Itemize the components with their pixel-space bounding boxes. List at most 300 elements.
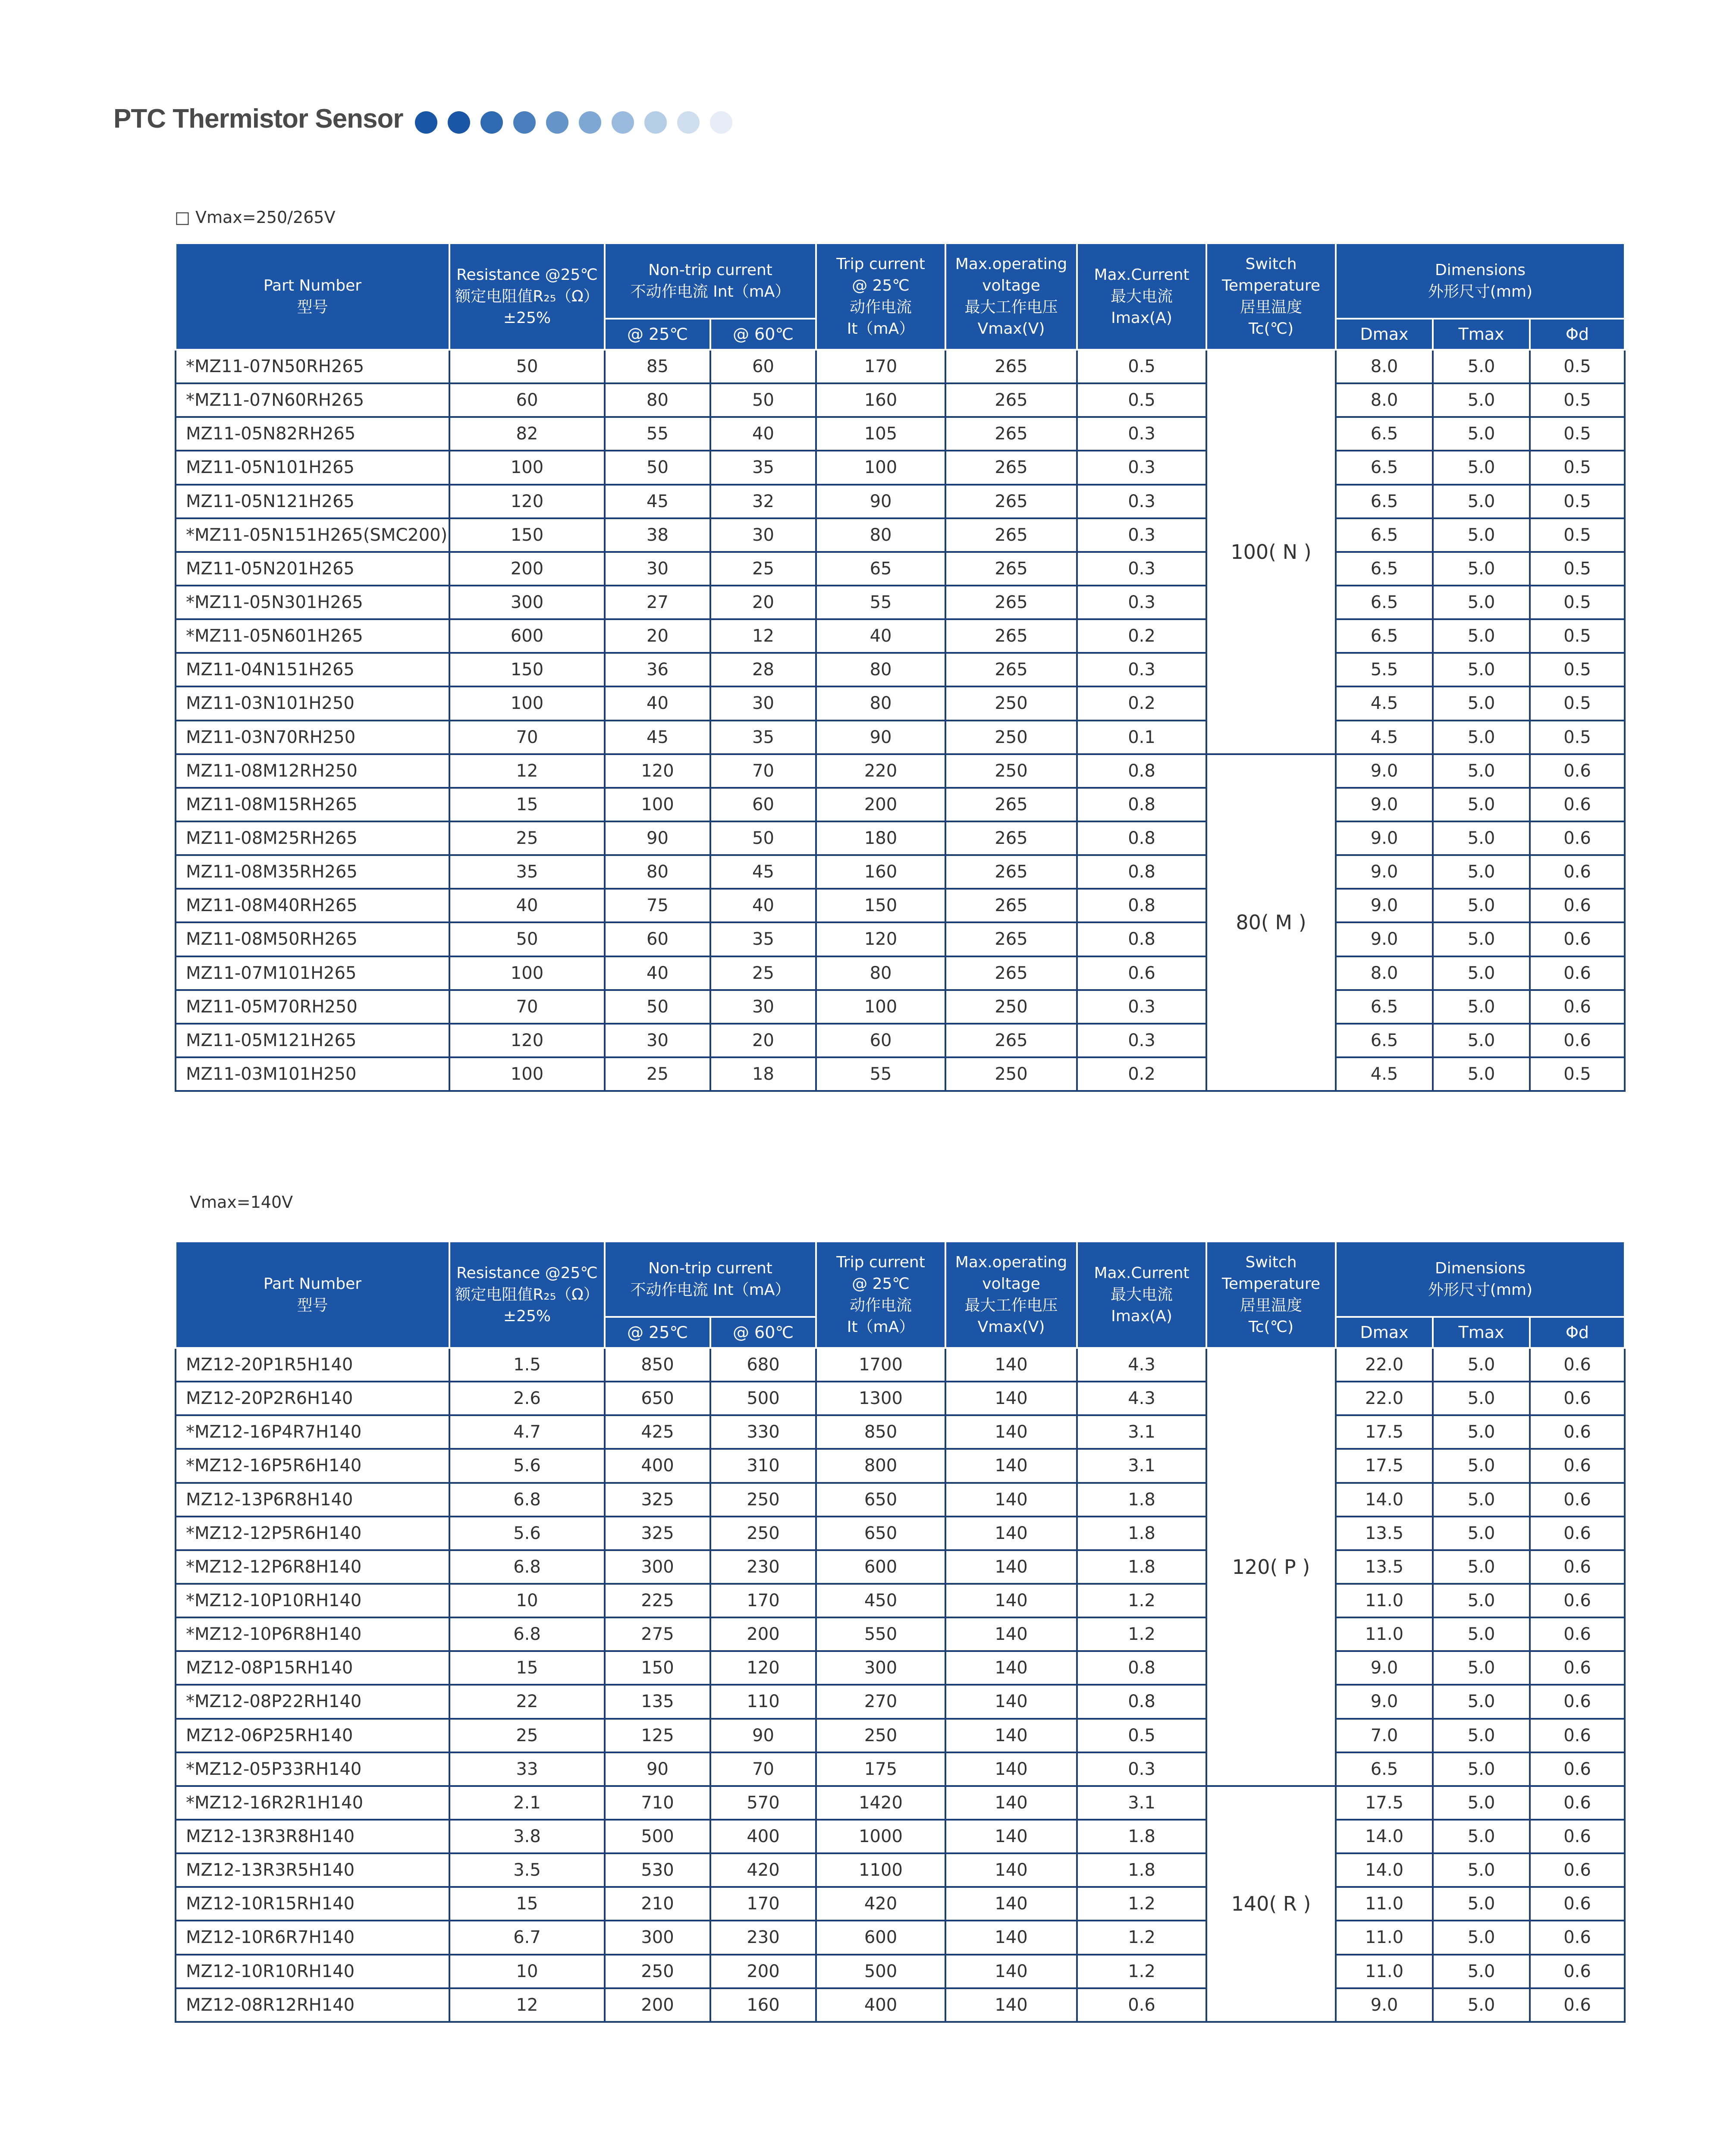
non-trip-25c-cell: 80 — [605, 855, 710, 889]
header-line: 居里温度 — [1240, 1296, 1303, 1314]
resistance-cell: 2.1 — [449, 1786, 605, 1820]
non-trip-25c-cell: 90 — [605, 1752, 710, 1786]
part-number-cell: *MZ12-05P33RH140 — [176, 1752, 449, 1786]
header-line: @ 60℃ — [732, 325, 794, 344]
phid-cell: 0.5 — [1530, 383, 1625, 417]
max-current-cell: 1.8 — [1077, 1517, 1206, 1550]
non-trip-25c-cell: 36 — [605, 653, 710, 686]
max-voltage-cell: 265 — [945, 552, 1077, 586]
header-phid — [1530, 319, 1625, 350]
part-number-cell: *MZ12-10P10RH140 — [176, 1584, 449, 1617]
resistance-cell: 100 — [449, 1057, 605, 1091]
header-line: Part Number — [263, 276, 362, 295]
trip-current-cell: 200 — [816, 788, 945, 821]
header-line: Max.operating — [955, 255, 1067, 273]
phid-cell: 0.6 — [1530, 788, 1625, 821]
part-number-cell: *MZ11-07N50RH265 — [176, 350, 449, 383]
non-trip-60c-cell: 32 — [710, 485, 816, 518]
trip-current-cell: 650 — [816, 1483, 945, 1517]
resistance-cell: 4.7 — [449, 1415, 605, 1449]
header-line: Trip current — [836, 255, 925, 273]
non-trip-60c-cell: 20 — [710, 586, 816, 619]
part-number-cell: MZ12-10R15RH140 — [176, 1887, 449, 1921]
part-number-cell: MZ11-03N70RH250 — [176, 721, 449, 754]
non-trip-25c-cell: 210 — [605, 1887, 710, 1921]
table-row — [176, 990, 1625, 1024]
header-line: Resistance @25℃ — [456, 1264, 598, 1282]
max-voltage-cell: 250 — [945, 990, 1077, 1024]
dmax-cell: 22.0 — [1336, 1382, 1433, 1415]
dmax-cell: 4.5 — [1336, 686, 1433, 720]
max-voltage-cell: 265 — [945, 350, 1077, 383]
dot-icon — [710, 111, 732, 134]
max-current-cell: 0.6 — [1077, 1988, 1206, 2022]
dmax-cell: 7.0 — [1336, 1719, 1433, 1752]
non-trip-60c-cell: 400 — [710, 1820, 816, 1853]
table-row — [176, 956, 1625, 990]
table-header — [176, 1241, 1625, 1348]
non-trip-60c-cell: 120 — [710, 1651, 816, 1685]
table-row — [176, 1024, 1625, 1057]
header-line: Dmax — [1360, 325, 1409, 344]
trip-current-cell: 150 — [816, 889, 945, 922]
max-current-cell: 1.2 — [1077, 1617, 1206, 1651]
tmax-cell: 5.0 — [1433, 1483, 1530, 1517]
header-line: @ 60℃ — [732, 1323, 794, 1342]
max-voltage-cell: 250 — [945, 686, 1077, 720]
header-line: 居里温度 — [1240, 298, 1303, 316]
non-trip-60c-cell: 30 — [710, 990, 816, 1024]
non-trip-60c-cell: 60 — [710, 350, 816, 383]
non-trip-60c-cell: 35 — [710, 922, 816, 956]
dmax-cell: 9.0 — [1336, 788, 1433, 821]
header-max-current — [1077, 1241, 1206, 1348]
header-dmax — [1336, 319, 1433, 350]
tmax-cell: 5.0 — [1433, 1988, 1530, 2022]
non-trip-60c-cell: 28 — [710, 653, 816, 686]
header-line: 最大工作电压 — [964, 298, 1058, 316]
part-number-cell: MZ11-05N82RH265 — [176, 417, 449, 451]
header-line: Dimensions — [1435, 261, 1526, 279]
table-row — [176, 1449, 1625, 1482]
table-row — [176, 922, 1625, 956]
tmax-cell: 5.0 — [1433, 350, 1530, 383]
max-voltage-cell: 265 — [945, 518, 1077, 552]
max-current-cell: 0.8 — [1077, 1651, 1206, 1685]
table-row — [176, 485, 1625, 518]
dmax-cell: 6.5 — [1336, 586, 1433, 619]
dmax-cell: 9.0 — [1336, 1651, 1433, 1685]
resistance-cell: 25 — [449, 1719, 605, 1752]
table-row — [176, 1820, 1625, 1853]
resistance-cell: 100 — [449, 686, 605, 720]
part-number-cell: MZ11-05N201H265 — [176, 552, 449, 586]
trip-current-cell: 170 — [816, 350, 945, 383]
header-line: 外形尺寸(mm) — [1428, 1281, 1533, 1299]
dmax-cell: 9.0 — [1336, 821, 1433, 855]
header-line: 型号 — [297, 298, 328, 316]
resistance-cell: 3.5 — [449, 1853, 605, 1887]
resistance-cell: 12 — [449, 1988, 605, 2022]
non-trip-25c-cell: 325 — [605, 1517, 710, 1550]
resistance-cell: 50 — [449, 922, 605, 956]
part-number-cell: MZ12-10R6R7H140 — [176, 1921, 449, 1954]
non-trip-25c-cell: 325 — [605, 1483, 710, 1517]
header-line: Dmax — [1360, 1323, 1409, 1342]
trip-current-cell: 100 — [816, 990, 945, 1024]
max-voltage-cell: 140 — [945, 1449, 1077, 1482]
dmax-cell: 9.0 — [1336, 855, 1433, 889]
table-row — [176, 653, 1625, 686]
header-line: Trip current — [836, 1253, 925, 1271]
non-trip-25c-cell: 250 — [605, 1955, 710, 1988]
table-row — [176, 1887, 1625, 1921]
table-row — [176, 1685, 1625, 1718]
non-trip-60c-cell: 25 — [710, 956, 816, 990]
trip-current-cell: 1000 — [816, 1820, 945, 1853]
part-number-cell: *MZ11-05N151H265(SMC200) — [176, 518, 449, 552]
max-voltage-cell: 265 — [945, 451, 1077, 484]
tmax-cell: 5.0 — [1433, 1584, 1530, 1617]
header-line: Switch — [1245, 255, 1297, 273]
trip-current-cell: 65 — [816, 552, 945, 586]
header-switch-temperature — [1206, 1241, 1336, 1348]
max-current-cell: 3.1 — [1077, 1415, 1206, 1449]
header-line: ±25% — [503, 309, 551, 327]
tmax-cell: 5.0 — [1433, 1887, 1530, 1921]
dmax-cell: 4.5 — [1336, 1057, 1433, 1091]
resistance-cell: 50 — [449, 350, 605, 383]
trip-current-cell: 60 — [816, 1024, 945, 1057]
non-trip-25c-cell: 500 — [605, 1820, 710, 1853]
phid-cell: 0.6 — [1530, 1449, 1625, 1482]
trip-current-cell: 450 — [816, 1584, 945, 1617]
max-current-cell: 0.3 — [1077, 1752, 1206, 1786]
header-tmax — [1433, 319, 1530, 350]
part-number-cell: MZ11-08M12RH250 — [176, 754, 449, 788]
non-trip-25c-cell: 27 — [605, 586, 710, 619]
dmax-cell: 14.0 — [1336, 1853, 1433, 1887]
switch-temperature-cell: 80( M ) — [1206, 754, 1336, 1091]
header-line: Non-trip current — [648, 261, 772, 279]
non-trip-25c-cell: 45 — [605, 721, 710, 754]
phid-cell: 0.6 — [1530, 1786, 1625, 1820]
trip-current-cell: 80 — [816, 686, 945, 720]
dmax-cell: 8.0 — [1336, 956, 1433, 990]
header-line: It（mA） — [847, 1318, 915, 1336]
non-trip-60c-cell: 50 — [710, 821, 816, 855]
max-voltage-cell: 265 — [945, 417, 1077, 451]
max-voltage-cell: 265 — [945, 586, 1077, 619]
max-current-cell: 0.3 — [1077, 653, 1206, 686]
tmax-cell: 5.0 — [1433, 990, 1530, 1024]
table-row — [176, 1752, 1625, 1786]
non-trip-60c-cell: 680 — [710, 1348, 816, 1382]
tmax-cell: 5.0 — [1433, 1348, 1530, 1382]
header-line: Temperature — [1221, 1275, 1321, 1293]
phid-cell: 0.6 — [1530, 1685, 1625, 1718]
max-voltage-cell: 140 — [945, 1786, 1077, 1820]
max-voltage-cell: 250 — [945, 721, 1077, 754]
header-non-trip-current — [605, 243, 816, 319]
tmax-cell: 5.0 — [1433, 821, 1530, 855]
tmax-cell: 5.0 — [1433, 586, 1530, 619]
tmax-cell: 5.0 — [1433, 653, 1530, 686]
resistance-cell: 100 — [449, 451, 605, 484]
part-number-cell: MZ12-13P6R8H140 — [176, 1483, 449, 1517]
table-row — [176, 1617, 1625, 1651]
max-current-cell: 0.3 — [1077, 451, 1206, 484]
non-trip-25c-cell: 200 — [605, 1988, 710, 2022]
header-line: Non-trip current — [648, 1259, 772, 1277]
header-line: 不动作电流 Int（mA） — [630, 282, 791, 301]
table-row — [176, 1382, 1625, 1415]
max-voltage-cell: 140 — [945, 1853, 1077, 1887]
non-trip-60c-cell: 160 — [710, 1988, 816, 2022]
resistance-cell: 60 — [449, 383, 605, 417]
trip-current-cell: 1420 — [816, 1786, 945, 1820]
tmax-cell: 5.0 — [1433, 1517, 1530, 1550]
switch-temperature-cell: 140( R ) — [1206, 1786, 1336, 2022]
phid-cell: 0.6 — [1530, 1550, 1625, 1584]
part-number-cell: MZ12-20P1R5H140 — [176, 1348, 449, 1382]
table-row — [176, 586, 1625, 619]
dmax-cell: 6.5 — [1336, 518, 1433, 552]
phid-cell: 0.6 — [1530, 1853, 1625, 1887]
dmax-cell: 13.5 — [1336, 1517, 1433, 1550]
resistance-cell: 70 — [449, 721, 605, 754]
resistance-cell: 6.8 — [449, 1483, 605, 1517]
section2-caption: Vmax=140V — [190, 1193, 293, 1212]
resistance-cell: 120 — [449, 1024, 605, 1057]
max-voltage-cell: 265 — [945, 619, 1077, 653]
header-line: 型号 — [297, 1296, 328, 1314]
part-number-cell: MZ11-05N121H265 — [176, 485, 449, 518]
table-row — [176, 1057, 1625, 1091]
max-voltage-cell: 250 — [945, 1057, 1077, 1091]
dmax-cell: 14.0 — [1336, 1483, 1433, 1517]
non-trip-60c-cell: 230 — [710, 1550, 816, 1584]
non-trip-60c-cell: 250 — [710, 1483, 816, 1517]
header-line: 动作电流 — [850, 298, 912, 316]
phid-cell: 0.5 — [1530, 485, 1625, 518]
resistance-cell: 200 — [449, 552, 605, 586]
part-number-cell: MZ11-07M101H265 — [176, 956, 449, 990]
trip-current-cell: 180 — [816, 821, 945, 855]
max-current-cell: 0.2 — [1077, 686, 1206, 720]
part-number-cell: MZ12-08R12RH140 — [176, 1988, 449, 2022]
part-number-cell: *MZ11-07N60RH265 — [176, 383, 449, 417]
dot-icon — [513, 111, 536, 134]
max-current-cell: 1.8 — [1077, 1483, 1206, 1517]
non-trip-60c-cell: 70 — [710, 1752, 816, 1786]
non-trip-60c-cell: 40 — [710, 889, 816, 922]
non-trip-60c-cell: 170 — [710, 1584, 816, 1617]
non-trip-25c-cell: 55 — [605, 417, 710, 451]
tmax-cell: 5.0 — [1433, 1853, 1530, 1887]
dmax-cell: 11.0 — [1336, 1921, 1433, 1954]
header-line: @ 25℃ — [852, 276, 910, 295]
phid-cell: 0.6 — [1530, 1382, 1625, 1415]
max-voltage-cell: 140 — [945, 1348, 1077, 1382]
header-line: 最大电流 — [1111, 1285, 1173, 1304]
non-trip-25c-cell: 85 — [605, 350, 710, 383]
dot-icon — [480, 111, 503, 134]
part-number-cell: *MZ12-16R2R1H140 — [176, 1786, 449, 1820]
max-voltage-cell: 265 — [945, 653, 1077, 686]
non-trip-60c-cell: 200 — [710, 1955, 816, 1988]
part-number-cell: MZ11-08M25RH265 — [176, 821, 449, 855]
trip-current-cell: 55 — [816, 586, 945, 619]
header-line: Resistance @25℃ — [456, 266, 598, 284]
table-row — [176, 1955, 1625, 1988]
table-row — [176, 855, 1625, 889]
resistance-cell: 5.6 — [449, 1449, 605, 1482]
non-trip-25c-cell: 850 — [605, 1348, 710, 1382]
table-row — [176, 1853, 1625, 1887]
trip-current-cell: 90 — [816, 721, 945, 754]
part-number-cell: MZ12-08P15RH140 — [176, 1651, 449, 1685]
header-line: Φd — [1566, 325, 1589, 344]
non-trip-60c-cell: 35 — [710, 721, 816, 754]
phid-cell: 0.6 — [1530, 922, 1625, 956]
max-voltage-cell: 140 — [945, 1382, 1077, 1415]
non-trip-60c-cell: 330 — [710, 1415, 816, 1449]
max-voltage-cell: 140 — [945, 1988, 1077, 2022]
dmax-cell: 9.0 — [1336, 1685, 1433, 1718]
max-voltage-cell: 265 — [945, 1024, 1077, 1057]
header-line: Dimensions — [1435, 1259, 1526, 1277]
dmax-cell: 6.5 — [1336, 552, 1433, 586]
max-voltage-cell: 140 — [945, 1517, 1077, 1550]
trip-current-cell: 80 — [816, 518, 945, 552]
resistance-cell: 70 — [449, 990, 605, 1024]
resistance-cell: 600 — [449, 619, 605, 653]
phid-cell: 0.6 — [1530, 1921, 1625, 1954]
dmax-cell: 11.0 — [1336, 1617, 1433, 1651]
header-non-trip-25c — [605, 1317, 710, 1348]
dmax-cell: 11.0 — [1336, 1955, 1433, 1988]
max-voltage-cell: 140 — [945, 1617, 1077, 1651]
non-trip-60c-cell: 90 — [710, 1719, 816, 1752]
header-dimensions — [1336, 243, 1625, 319]
header-line: 最大电流 — [1111, 287, 1173, 305]
non-trip-25c-cell: 135 — [605, 1685, 710, 1718]
dmax-cell: 5.5 — [1336, 653, 1433, 686]
table-row — [176, 1483, 1625, 1517]
phid-cell: 0.6 — [1530, 1024, 1625, 1057]
header-line: Max.operating — [955, 1253, 1067, 1271]
non-trip-25c-cell: 40 — [605, 686, 710, 720]
tmax-cell: 5.0 — [1433, 451, 1530, 484]
trip-current-cell: 1100 — [816, 1853, 945, 1887]
resistance-cell: 6.7 — [449, 1921, 605, 1954]
header-line: @ 25℃ — [627, 325, 688, 344]
resistance-cell: 15 — [449, 1651, 605, 1685]
resistance-cell: 150 — [449, 518, 605, 552]
dmax-cell: 13.5 — [1336, 1550, 1433, 1584]
non-trip-60c-cell: 570 — [710, 1786, 816, 1820]
tmax-cell: 5.0 — [1433, 686, 1530, 720]
phid-cell: 0.6 — [1530, 1719, 1625, 1752]
part-number-cell: *MZ11-05N601H265 — [176, 619, 449, 653]
max-current-cell: 0.2 — [1077, 619, 1206, 653]
phid-cell: 0.6 — [1530, 1752, 1625, 1786]
trip-current-cell: 40 — [816, 619, 945, 653]
table-row — [176, 821, 1625, 855]
table-body — [176, 1348, 1625, 2022]
trip-current-cell: 850 — [816, 1415, 945, 1449]
part-number-cell: *MZ11-05N301H265 — [176, 586, 449, 619]
trip-current-cell: 270 — [816, 1685, 945, 1718]
part-number-cell: MZ12-10R10RH140 — [176, 1955, 449, 1988]
part-number-cell: MZ11-05M70RH250 — [176, 990, 449, 1024]
switch-temperature-cell: 100( N ) — [1206, 350, 1336, 754]
table-row — [176, 1415, 1625, 1449]
phid-cell: 0.6 — [1530, 1483, 1625, 1517]
non-trip-25c-cell: 30 — [605, 1024, 710, 1057]
max-current-cell: 1.8 — [1077, 1820, 1206, 1853]
part-number-cell: *MZ12-12P5R6H140 — [176, 1517, 449, 1550]
trip-current-cell: 400 — [816, 1988, 945, 2022]
non-trip-25c-cell: 650 — [605, 1382, 710, 1415]
table-row — [176, 417, 1625, 451]
trip-current-cell: 650 — [816, 1517, 945, 1550]
trip-current-cell: 600 — [816, 1921, 945, 1954]
phid-cell: 0.5 — [1530, 586, 1625, 619]
phid-cell: 0.5 — [1530, 350, 1625, 383]
max-voltage-cell: 140 — [945, 1820, 1077, 1853]
header-max-voltage — [945, 243, 1077, 350]
resistance-cell: 15 — [449, 1887, 605, 1921]
tmax-cell: 5.0 — [1433, 855, 1530, 889]
phid-cell: 0.6 — [1530, 1584, 1625, 1617]
header-part-number — [176, 1241, 449, 1348]
tmax-cell: 5.0 — [1433, 754, 1530, 788]
tmax-cell: 5.0 — [1433, 1382, 1530, 1415]
dmax-cell: 11.0 — [1336, 1887, 1433, 1921]
dmax-cell: 17.5 — [1336, 1449, 1433, 1482]
tmax-cell: 5.0 — [1433, 922, 1530, 956]
dmax-cell: 6.5 — [1336, 485, 1433, 518]
header-line: 动作电流 — [850, 1296, 912, 1314]
tmax-cell: 5.0 — [1433, 1415, 1530, 1449]
tmax-cell: 5.0 — [1433, 1617, 1530, 1651]
max-voltage-cell: 250 — [945, 754, 1077, 788]
header-line: @ 25℃ — [627, 1323, 688, 1342]
resistance-cell: 120 — [449, 485, 605, 518]
tmax-cell: 5.0 — [1433, 1550, 1530, 1584]
dot-icon — [546, 111, 568, 134]
non-trip-60c-cell: 50 — [710, 383, 816, 417]
non-trip-60c-cell: 30 — [710, 518, 816, 552]
dmax-cell: 6.5 — [1336, 417, 1433, 451]
tmax-cell: 5.0 — [1433, 619, 1530, 653]
trip-current-cell: 90 — [816, 485, 945, 518]
resistance-cell: 82 — [449, 417, 605, 451]
non-trip-25c-cell: 710 — [605, 1786, 710, 1820]
part-number-cell: *MZ12-10P6R8H140 — [176, 1617, 449, 1651]
max-current-cell: 0.3 — [1077, 485, 1206, 518]
header-tmax — [1433, 1317, 1530, 1348]
tmax-cell: 5.0 — [1433, 1057, 1530, 1091]
header-part-number — [176, 243, 449, 350]
table-row — [176, 1651, 1625, 1685]
table-row — [176, 451, 1625, 484]
trip-current-cell: 105 — [816, 417, 945, 451]
max-current-cell: 0.8 — [1077, 821, 1206, 855]
non-trip-60c-cell: 310 — [710, 1449, 816, 1482]
